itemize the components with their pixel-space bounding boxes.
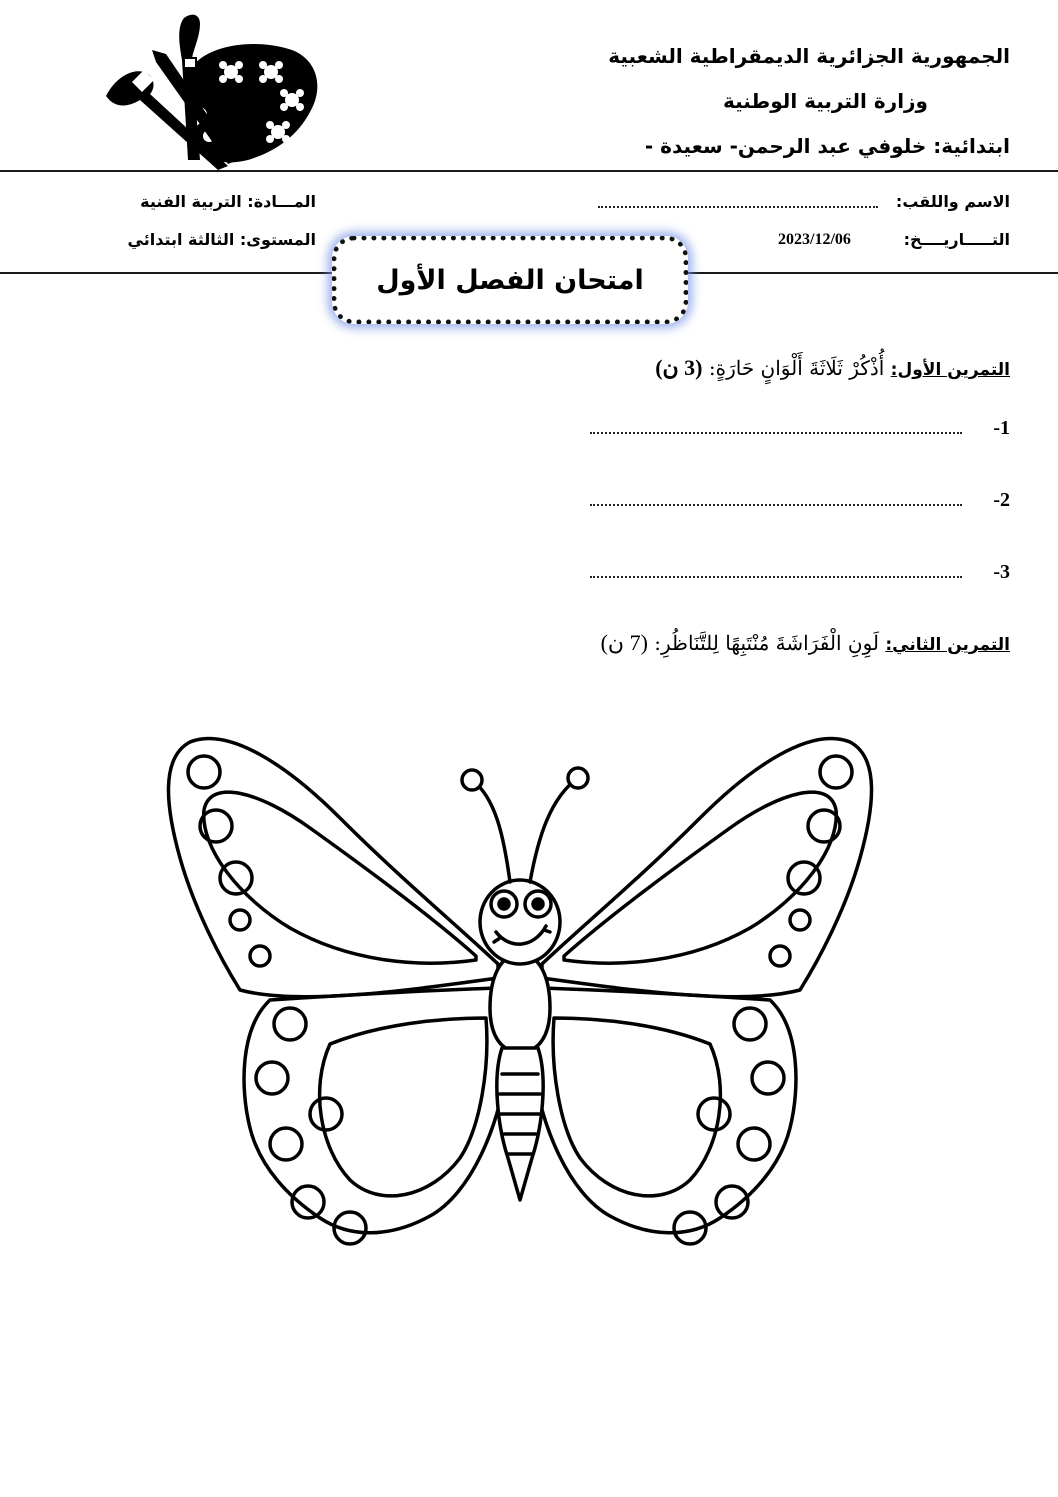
date-label: التـــــاريــــخ: <box>903 230 1010 249</box>
answer-dots-2 <box>590 500 962 506</box>
answer-dots-1 <box>590 428 962 434</box>
butterfly-coloring-icon[interactable] <box>160 728 880 1268</box>
republic-title: الجمهورية الجزائرية الديمقراطية الشعبية <box>608 44 1010 68</box>
exercise2-label: التمرين الثاني: <box>885 635 1010 655</box>
answer-line-1[interactable] <box>590 410 1010 440</box>
subject-label: المـــادة: التربية الفنية <box>140 192 316 211</box>
answer-number-2: -2 <box>993 489 1010 511</box>
ministry-title: وزارة التربية الوطنية <box>722 89 928 113</box>
exercise1-text: أُذْكُرْ ثَلَاثَةَ أَلْوَانٍ حَارَةٍ: <box>708 356 885 380</box>
exam-title: امتحان الفصل الأول <box>376 264 644 296</box>
answer-line-3[interactable] <box>590 554 1010 584</box>
answer-line-2[interactable] <box>590 482 1010 512</box>
name-label: الاسم واللقب: <box>895 192 1010 211</box>
name-field[interactable] <box>598 206 878 208</box>
exercise2-prompt <box>601 630 1010 656</box>
level-label: المستوى: الثالثة ابتدائي <box>127 230 316 249</box>
answer-number-1: -1 <box>993 417 1010 439</box>
answer-dots-3 <box>590 572 962 578</box>
answer-number-3: -3 <box>993 561 1010 583</box>
exercise1-points: (3 ن) <box>655 355 703 380</box>
palette-brushes-logo-icon <box>96 10 321 170</box>
header-divider-top <box>0 170 1058 172</box>
exercise2-text: لَوِنِ الْفَرَاشَةَ مُنْتَبِهًا لِلتَّنَاظُرِ: <box>654 631 879 655</box>
school-name: ابتدائية: خلوفي عبد الرحمن- سعيدة - <box>644 134 1010 158</box>
exercise1-prompt <box>655 355 1010 381</box>
exercise1-label: التمرين الأول: <box>890 360 1010 380</box>
date-value: 2023/12/06 <box>778 231 851 248</box>
exercise2-points: (7 ن) <box>600 630 648 655</box>
exam-title-box <box>332 236 688 324</box>
